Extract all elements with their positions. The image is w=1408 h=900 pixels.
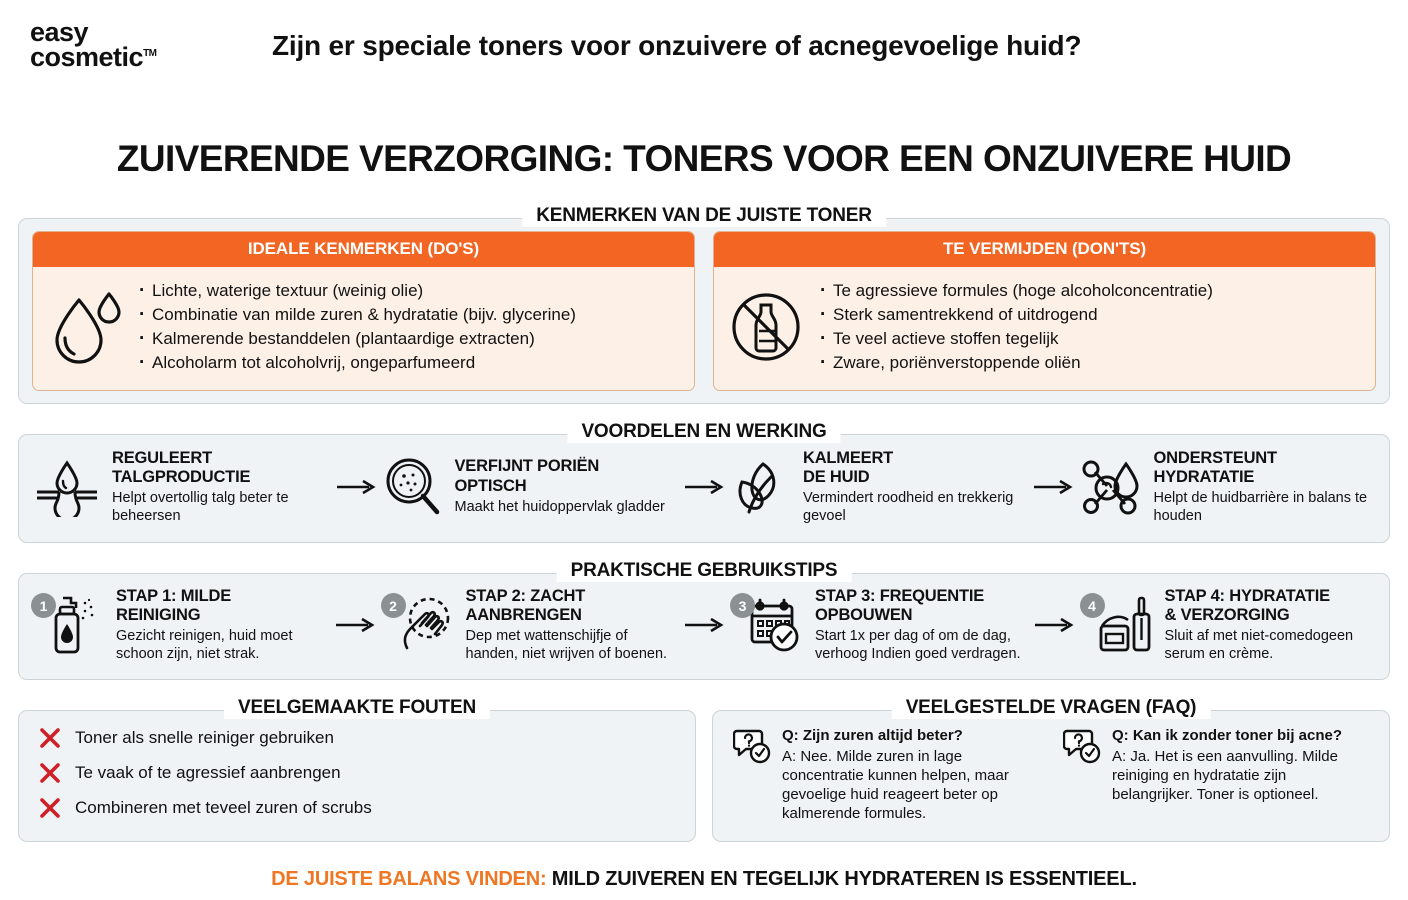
section-mistakes [18, 696, 696, 842]
step-icon-wrap [1080, 594, 1156, 656]
section-mistakes-legend: VEELGEMAAKTE FOUTEN [224, 697, 490, 719]
question-chat-icon [733, 727, 773, 823]
section-mistakes-panel [18, 710, 696, 842]
step-item [1080, 587, 1378, 664]
step-description: Dep met wattenschijfje of handen, niet wrijven of boenen. [465, 627, 668, 662]
benefit-title-line2: TALGPRODUCTIE [112, 467, 251, 486]
list-item [39, 797, 677, 819]
section-steps-panel [18, 573, 1390, 680]
section-benefits-legend: VOORDELEN EN WERKING [567, 421, 840, 443]
list-item: · Alcoholarm tot alcoholvrij, ongeparfumeerd [137, 351, 576, 375]
section-faq-legend: VEELGESTELDE VRAGEN (FAQ) [892, 697, 1211, 719]
benefit-title-line1: REGULEERT [112, 448, 212, 467]
mistake-text: Toner als snelle reiniger gebruiken [75, 727, 334, 747]
main-heading: ZUIVERENDE VERZORGING: TONERS VOOR EEN ONZUIVERE HUID [116, 138, 1292, 179]
benefit-text [455, 457, 665, 516]
benefit-description: Maakt het huidoppervlak gladder [454, 498, 665, 515]
page-title: Zijn er speciale toners voor onzuivere of acnegevoelige huid? [272, 30, 1082, 61]
section-faq [712, 696, 1390, 842]
magnifier-pores-icon [382, 456, 444, 518]
step-item [730, 587, 1028, 664]
benefit-text [1154, 449, 1376, 526]
faq-entry [733, 727, 1041, 823]
donts-card-body [714, 267, 1375, 390]
mistake-text: Te vaak of te agressief aanbrengen [75, 762, 341, 782]
footer-banner [0, 868, 1408, 891]
benefit-title-line2: HYDRATATIE [1153, 467, 1255, 486]
section-features-legend: KENMERKEN VAN DE JUISTE TONER [522, 205, 886, 227]
donts-bullet-list [818, 279, 1213, 376]
step-text [1165, 587, 1378, 664]
list-item [39, 727, 677, 749]
step-badge: 4 [1080, 593, 1105, 618]
question-chat-icon [1063, 727, 1103, 823]
arrow-right-icon [329, 616, 381, 634]
list-item: · Kalmerende bestanddelen (plantaardige extracten) [137, 327, 576, 351]
benefit-title-line1: ONDERSTEUNT [1153, 448, 1277, 467]
step-text [815, 587, 1028, 664]
dos-card-title: IDEALE KENMERKEN (DO'S) [33, 232, 694, 267]
section-faq-panel [712, 710, 1390, 842]
list-item: · Combinatie van milde zuren & hydratatie (bijv. glycerine) [137, 303, 576, 327]
benefit-item [730, 449, 1027, 526]
step-title-line1: STAP 2: ZACHT [465, 586, 586, 605]
list-item: · Lichte, waterige textuur (weinig olie) [137, 279, 576, 303]
list-item: · Te agressieve formules (hoge alcoholconcentratie) [818, 279, 1213, 303]
bottom-row [18, 696, 1390, 842]
benefit-description: Vermindert roodheid en trekkerig gevoel [803, 489, 1014, 524]
step-description: Start 1x per dag of om de dag, verhoog Indien goed verdragen. [815, 627, 1021, 662]
step-item [381, 587, 679, 664]
benefit-item [1079, 449, 1376, 526]
arrow-right-icon [330, 478, 382, 496]
step-title-line2: REINIGING [116, 605, 201, 624]
step-title-line1: STAP 4: HYDRATATIE [1164, 586, 1330, 605]
arrow-right-icon [678, 478, 730, 496]
brand-logo-line2 [30, 41, 157, 72]
benefit-text [112, 449, 330, 526]
section-steps [18, 559, 1390, 680]
donts-card [713, 231, 1376, 391]
faq-question: Q: Zijn zuren altijd beter? [782, 726, 963, 744]
step-icon-wrap [381, 594, 457, 656]
arrow-right-icon [678, 616, 730, 634]
faq-list [733, 727, 1371, 823]
dos-bullet-list [137, 279, 576, 376]
benefit-title-line1: VERFIJNT PORIËN [454, 457, 600, 476]
section-features [18, 205, 1390, 404]
molecule-droplet-icon [1079, 456, 1143, 518]
step-description: Sluit af met niet-comedogeen serum en crème. [1164, 627, 1354, 662]
page-header [0, 0, 1408, 108]
benefit-description: Helpt de huidbarrière in balans te houden [1153, 489, 1368, 524]
list-item: · Sterk samentrekkend of uitdrogend [818, 303, 1213, 327]
faq-answer: A: Nee. Milde zuren in lage concentratie kunnen helpen, maar gevoelige huid reageert beter op kalmerende formules. [782, 747, 1009, 822]
list-item [39, 762, 677, 784]
red-x-icon [39, 762, 61, 784]
step-item [31, 587, 329, 664]
benefit-description: Helpt overtollig talg beter te beheersen [112, 489, 289, 524]
mistake-text: Combineren met teveel zuren of scrubs [75, 797, 372, 817]
step-icon-wrap [31, 594, 107, 656]
donts-card-title: TE VERMIJDEN (DON'TS) [714, 232, 1375, 267]
red-x-icon [39, 727, 61, 749]
step-description: Gezicht reinigen, huid moet schoon zijn, niet strak. [116, 627, 293, 662]
benefit-title-line1: KALMEERT [803, 448, 894, 467]
section-benefits-panel [18, 434, 1390, 543]
section-steps-legend: PRAKTISCHE GEBRUIKSTIPS [557, 560, 852, 582]
brand-logo-line1: easy [30, 17, 89, 47]
step-badge: 1 [31, 593, 56, 618]
arrow-right-icon [1027, 478, 1079, 496]
benefit-title-line2: DE HUID [803, 467, 870, 486]
footer-highlight: DE JUISTE BALANS VINDEN: [271, 867, 547, 890]
step-badge: 3 [730, 593, 755, 618]
trademark-symbol: TM [143, 47, 157, 59]
red-x-icon [39, 797, 61, 819]
step-icon-wrap [730, 594, 806, 656]
faq-text [1112, 727, 1371, 823]
step-title-line2: AANBRENGEN [465, 605, 582, 624]
faq-text [782, 727, 1041, 823]
list-item: · Zware, poriënverstoppende oliën [818, 351, 1213, 375]
benefit-item [382, 456, 679, 518]
leaf-icon [730, 456, 792, 518]
sebum-pore-icon [33, 457, 101, 517]
step-title-line2: OPBOUWEN [815, 605, 913, 624]
step-text [466, 587, 679, 664]
arrow-right-icon [1028, 616, 1080, 634]
faq-answer: A: Ja. Het is een aanvulling. Milde reiniging en hydratatie zijn belangrijker. Toner is optioneel. [1112, 747, 1338, 803]
step-title-line2: & VERZORGING [1164, 605, 1290, 624]
faq-question: Q: Kan ik zonder toner bij acne? [1112, 726, 1343, 744]
brand-logo [0, 14, 272, 71]
section-benefits [18, 420, 1390, 543]
list-item: · Te veel actieve stoffen tegelijk [818, 327, 1213, 351]
step-title-line1: STAP 3: FREQUENTIE [815, 586, 985, 605]
dos-card-body [33, 267, 694, 390]
dos-card [32, 231, 695, 391]
benefit-title-line2: OPTISCH [454, 476, 527, 495]
footer-rest: MILD ZUIVEREN EN TEGELIJK HYDRATEREN IS ESSENTIEEL. [551, 867, 1137, 890]
faq-entry [1063, 727, 1371, 823]
benefit-item [33, 449, 330, 526]
step-title-line1: STAP 1: MILDE [116, 586, 232, 605]
step-text [116, 587, 329, 664]
benefit-text [803, 449, 1027, 526]
section-features-panel [18, 218, 1390, 404]
step-badge: 2 [381, 593, 406, 618]
no-alcohol-bottle-icon [730, 291, 802, 363]
water-droplet-icon [49, 290, 121, 364]
brand-logo-word: cosmetic [30, 41, 144, 72]
